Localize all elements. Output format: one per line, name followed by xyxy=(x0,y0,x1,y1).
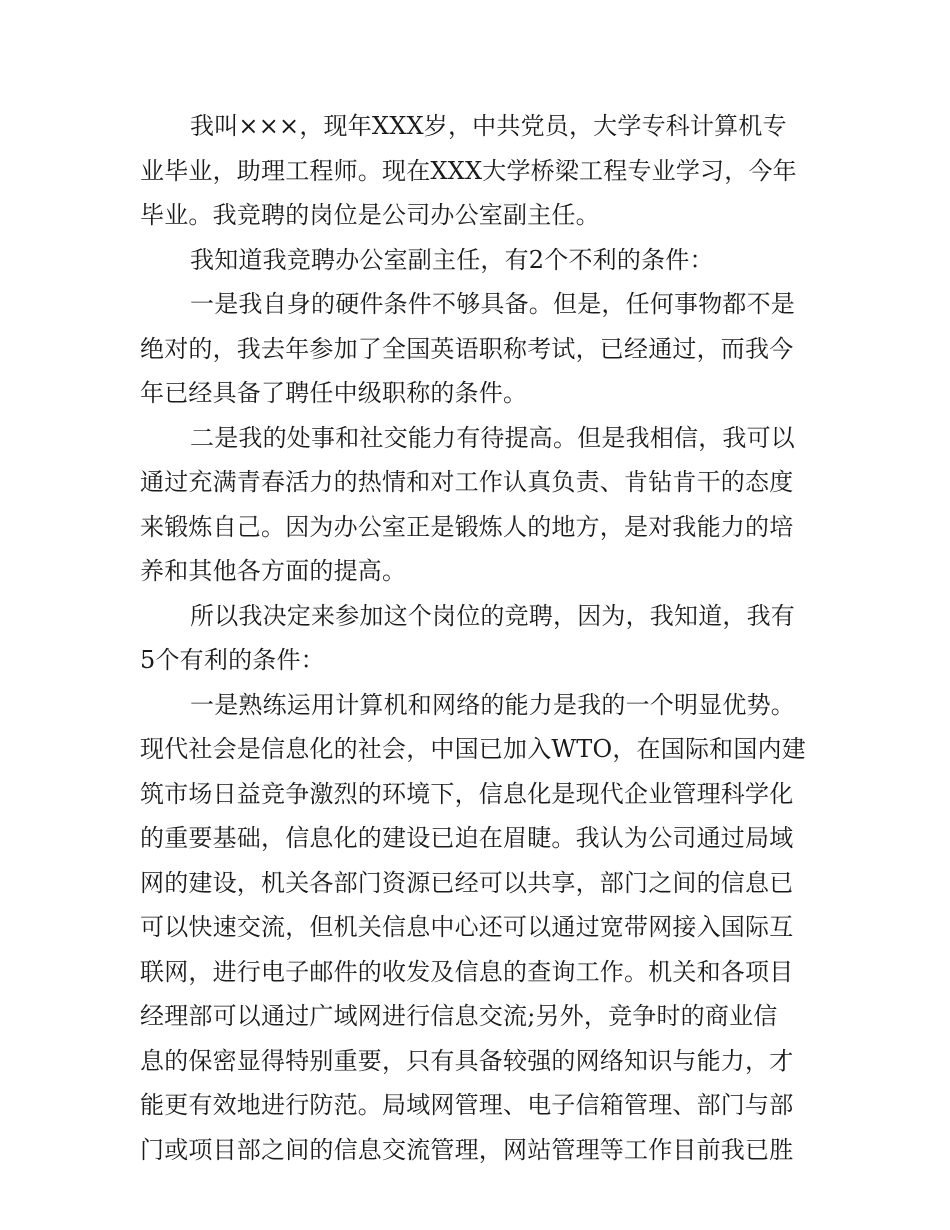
document-body xyxy=(140,104,818,1172)
text-line: 能更有效地进行防范。局域网管理、电子信箱管理、部门与部 xyxy=(140,1091,794,1119)
text-line: 可以快速交流，但机关信息中心还可以通过宽带网接入国际互 xyxy=(140,913,794,941)
text-line: 所以我决定来参加这个岗位的竞聘，因为，我知道，我有 xyxy=(190,601,795,630)
text-line: 现代社会是信息化的社会，中国已加入WTO，在国际和国内建 xyxy=(140,735,806,763)
text-line: 5个有利的条件： xyxy=(140,646,325,674)
text-line: 网的建设，机关各部门资源已经可以共享，部门之间的信息已 xyxy=(140,868,794,897)
text-line: 毕业。我竞聘的岗位是公司办公室副主任。 xyxy=(140,201,600,229)
text-line: 我知道我竞聘办公室副主任，有2个不利的条件： xyxy=(190,245,714,274)
text-line: 经理部可以通过广域网进行信息交流;另外，竞争时的商业信 xyxy=(140,1002,778,1030)
text-line: 的重要基础，信息化的建设已迫在眉睫。我认为公司通过局域 xyxy=(140,824,794,852)
text-line: 联网，进行电子邮件的收发及信息的查询工作。机关和各项目 xyxy=(140,957,794,986)
text-line: 门或项目部之间的信息交流管理，网站管理等工作目前我已胜 xyxy=(140,1135,794,1164)
text-line: 业毕业，助理工程师。现在XXX大学桥梁工程专业学习，今年 xyxy=(140,156,797,185)
text-line: 年已经具备了聘任中级职称的条件。 xyxy=(140,379,528,407)
text-line: 一是熟练运用计算机和网络的能力是我的一个明显优势。 xyxy=(190,690,795,719)
text-line: 一是我自身的硬件条件不够具备。但是，任何事物都不是 xyxy=(190,290,795,318)
text-line: 二是我的处事和社交能力有待提高。但是我相信，我可以 xyxy=(190,423,795,452)
text-line: 息的保密显得特别重要，只有具备较强的网络知识与能力，才 xyxy=(140,1046,794,1075)
text-line: 来锻炼自己。因为办公室正是锻炼人的地方，是对我能力的培 xyxy=(140,512,794,541)
text-line: 养和其他各方面的提高。 xyxy=(140,557,407,585)
text-line: 我叫×××，现年XXX岁，中共党员，大学专科计算机专 xyxy=(190,112,787,140)
text-line: 筑市场日益竞争激烈的环境下，信息化是现代企业管理科学化 xyxy=(140,779,794,808)
text-line: 通过充满青春活力的热情和对工作认真负责、肯钻肯干的态度 xyxy=(140,468,794,496)
text-line: 绝对的，我去年参加了全国英语职称考试，已经通过，而我今 xyxy=(140,334,794,363)
